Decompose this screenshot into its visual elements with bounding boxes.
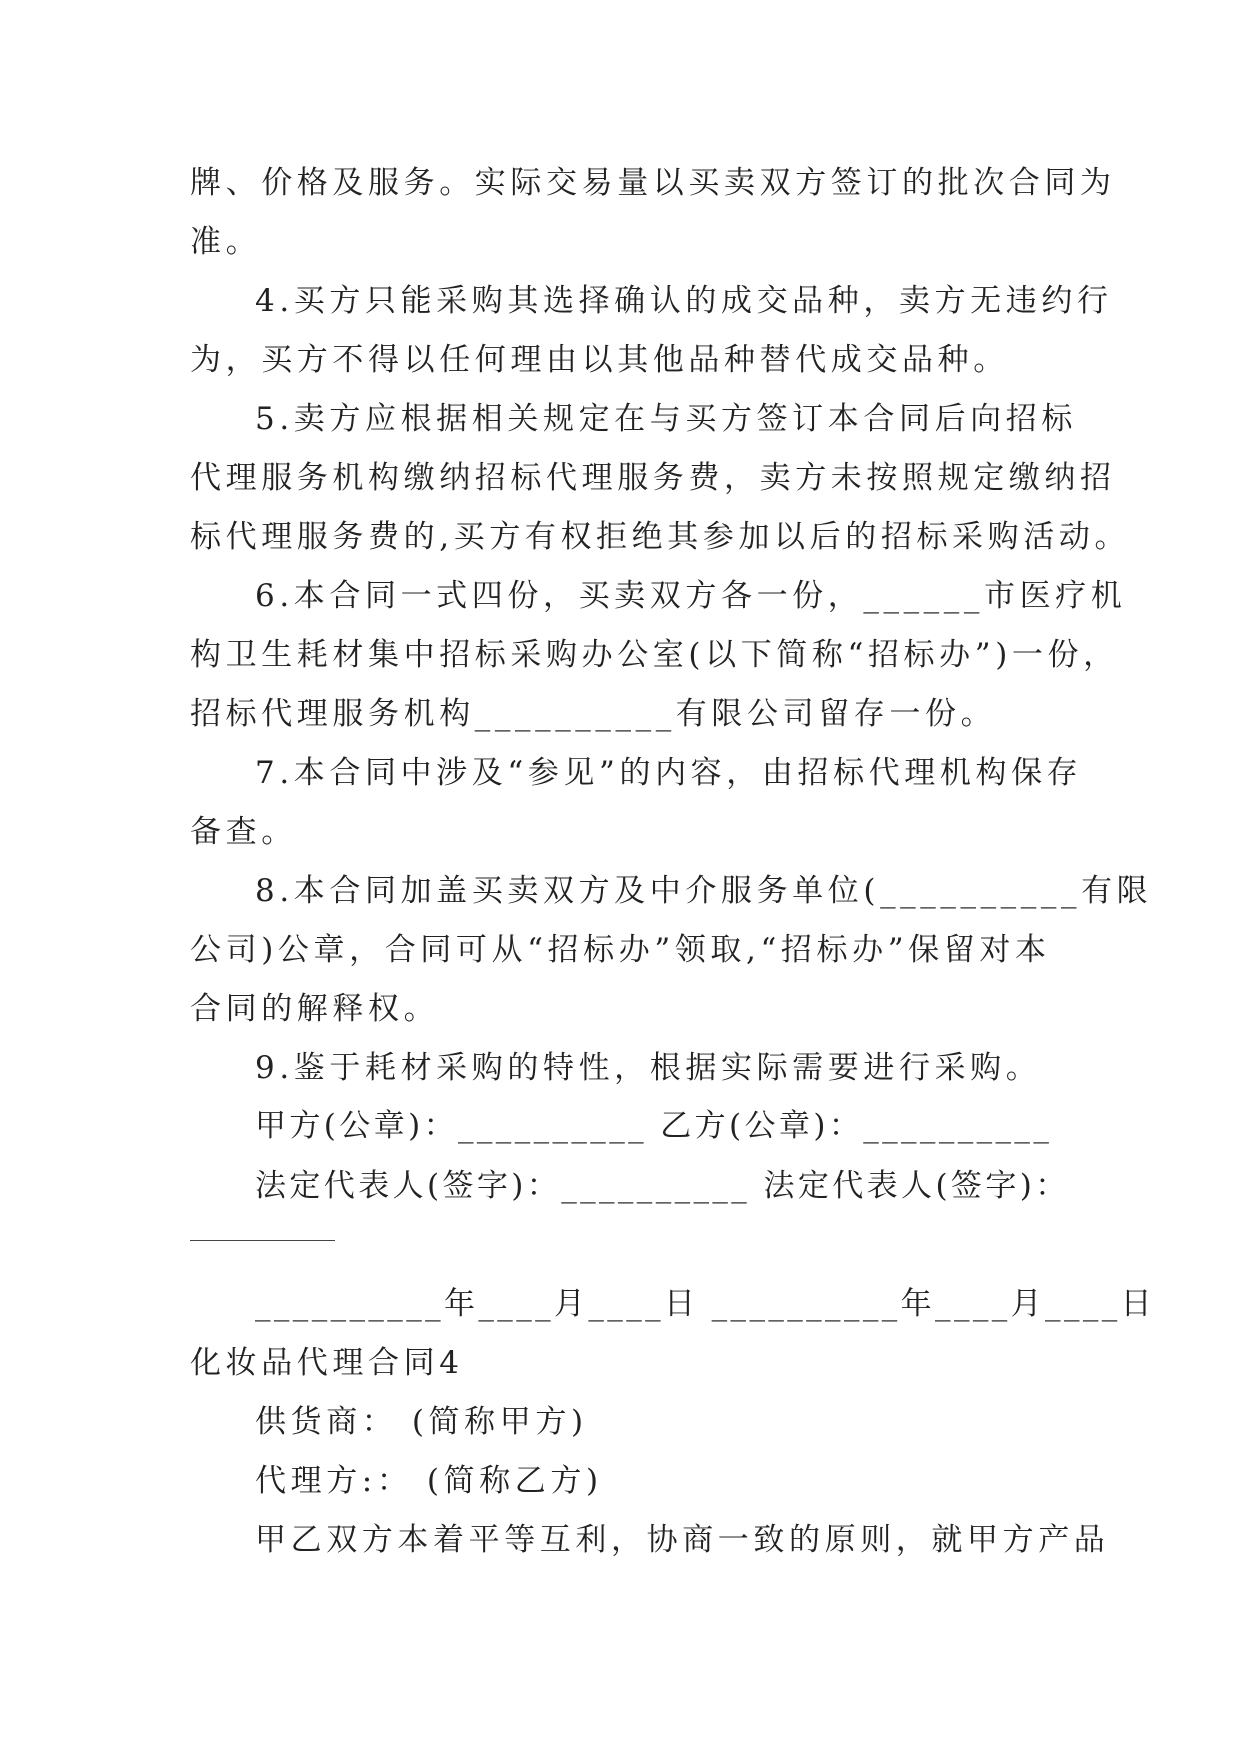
section-title: 化妆品代理合同4 [190, 1345, 464, 1381]
paragraph-line: 为，买方不得以任何理由以其他品种替代成交品种。 [190, 342, 1009, 378]
signature-blank-line [190, 1240, 335, 1241]
paragraph-line: 8.本合同加盖买卖双方及中介服务单位(__________有限 [255, 873, 1153, 909]
paragraph-line: 准。 [190, 224, 262, 260]
paragraph-line: 代理服务机构缴纳招标代理服务费，卖方未按照规定缴纳招 [190, 460, 1116, 496]
party-supplier-line: 供货商： (简称甲方) [255, 1404, 588, 1440]
signature-line-representative: 法定代表人(签字)：__________ 法定代表人(签字)： [255, 1168, 1070, 1204]
paragraph-line: 公司)公章，合同可从“招标办”领取,“招标办”保留对本 [190, 932, 1051, 968]
paragraph-line: 备查。 [190, 814, 297, 850]
signature-line-seal: 甲方(公章)：__________ 乙方(公章)：__________ [255, 1108, 1053, 1144]
paragraph-line: 6.本合同一式四份，买卖双方各一份，______市医疗机 [255, 578, 1127, 614]
paragraph-line: 牌、价格及服务。实际交易量以买卖双方签订的批次合同为 [190, 165, 1116, 201]
paragraph-line: 标代理服务费的,买方有权拒绝其参加以后的招标采购活动。 [190, 519, 1131, 555]
party-agent-line: 代理方:： (简称乙方) [255, 1463, 603, 1499]
paragraph-line: 9.鉴于耗材采购的特性，根据实际需要进行采购。 [255, 1050, 1042, 1086]
signature-date-line: __________年____月____日 __________年____月____日 [255, 1286, 1156, 1322]
paragraph-line: 招标代理服务机构__________有限公司留存一份。 [190, 696, 997, 732]
paragraph-line: 合同的解释权。 [190, 991, 440, 1027]
paragraph-line: 7.本合同中涉及“参见”的内容，由招标代理机构保存 [255, 755, 1083, 791]
paragraph-line: 构卫生耗材集中招标采购办公室(以下简称“招标办”)一份， [190, 637, 1119, 673]
paragraph-line: 4.买方只能采购其选择确认的成交品种，卖方无违约行 [255, 283, 1113, 319]
paragraph-line: 5.卖方应根据相关规定在与买方签订本合同后向招标 [255, 401, 1077, 437]
paragraph-line: 甲乙双方本着平等互利，协商一致的原则，就甲方产品 [255, 1522, 1110, 1558]
